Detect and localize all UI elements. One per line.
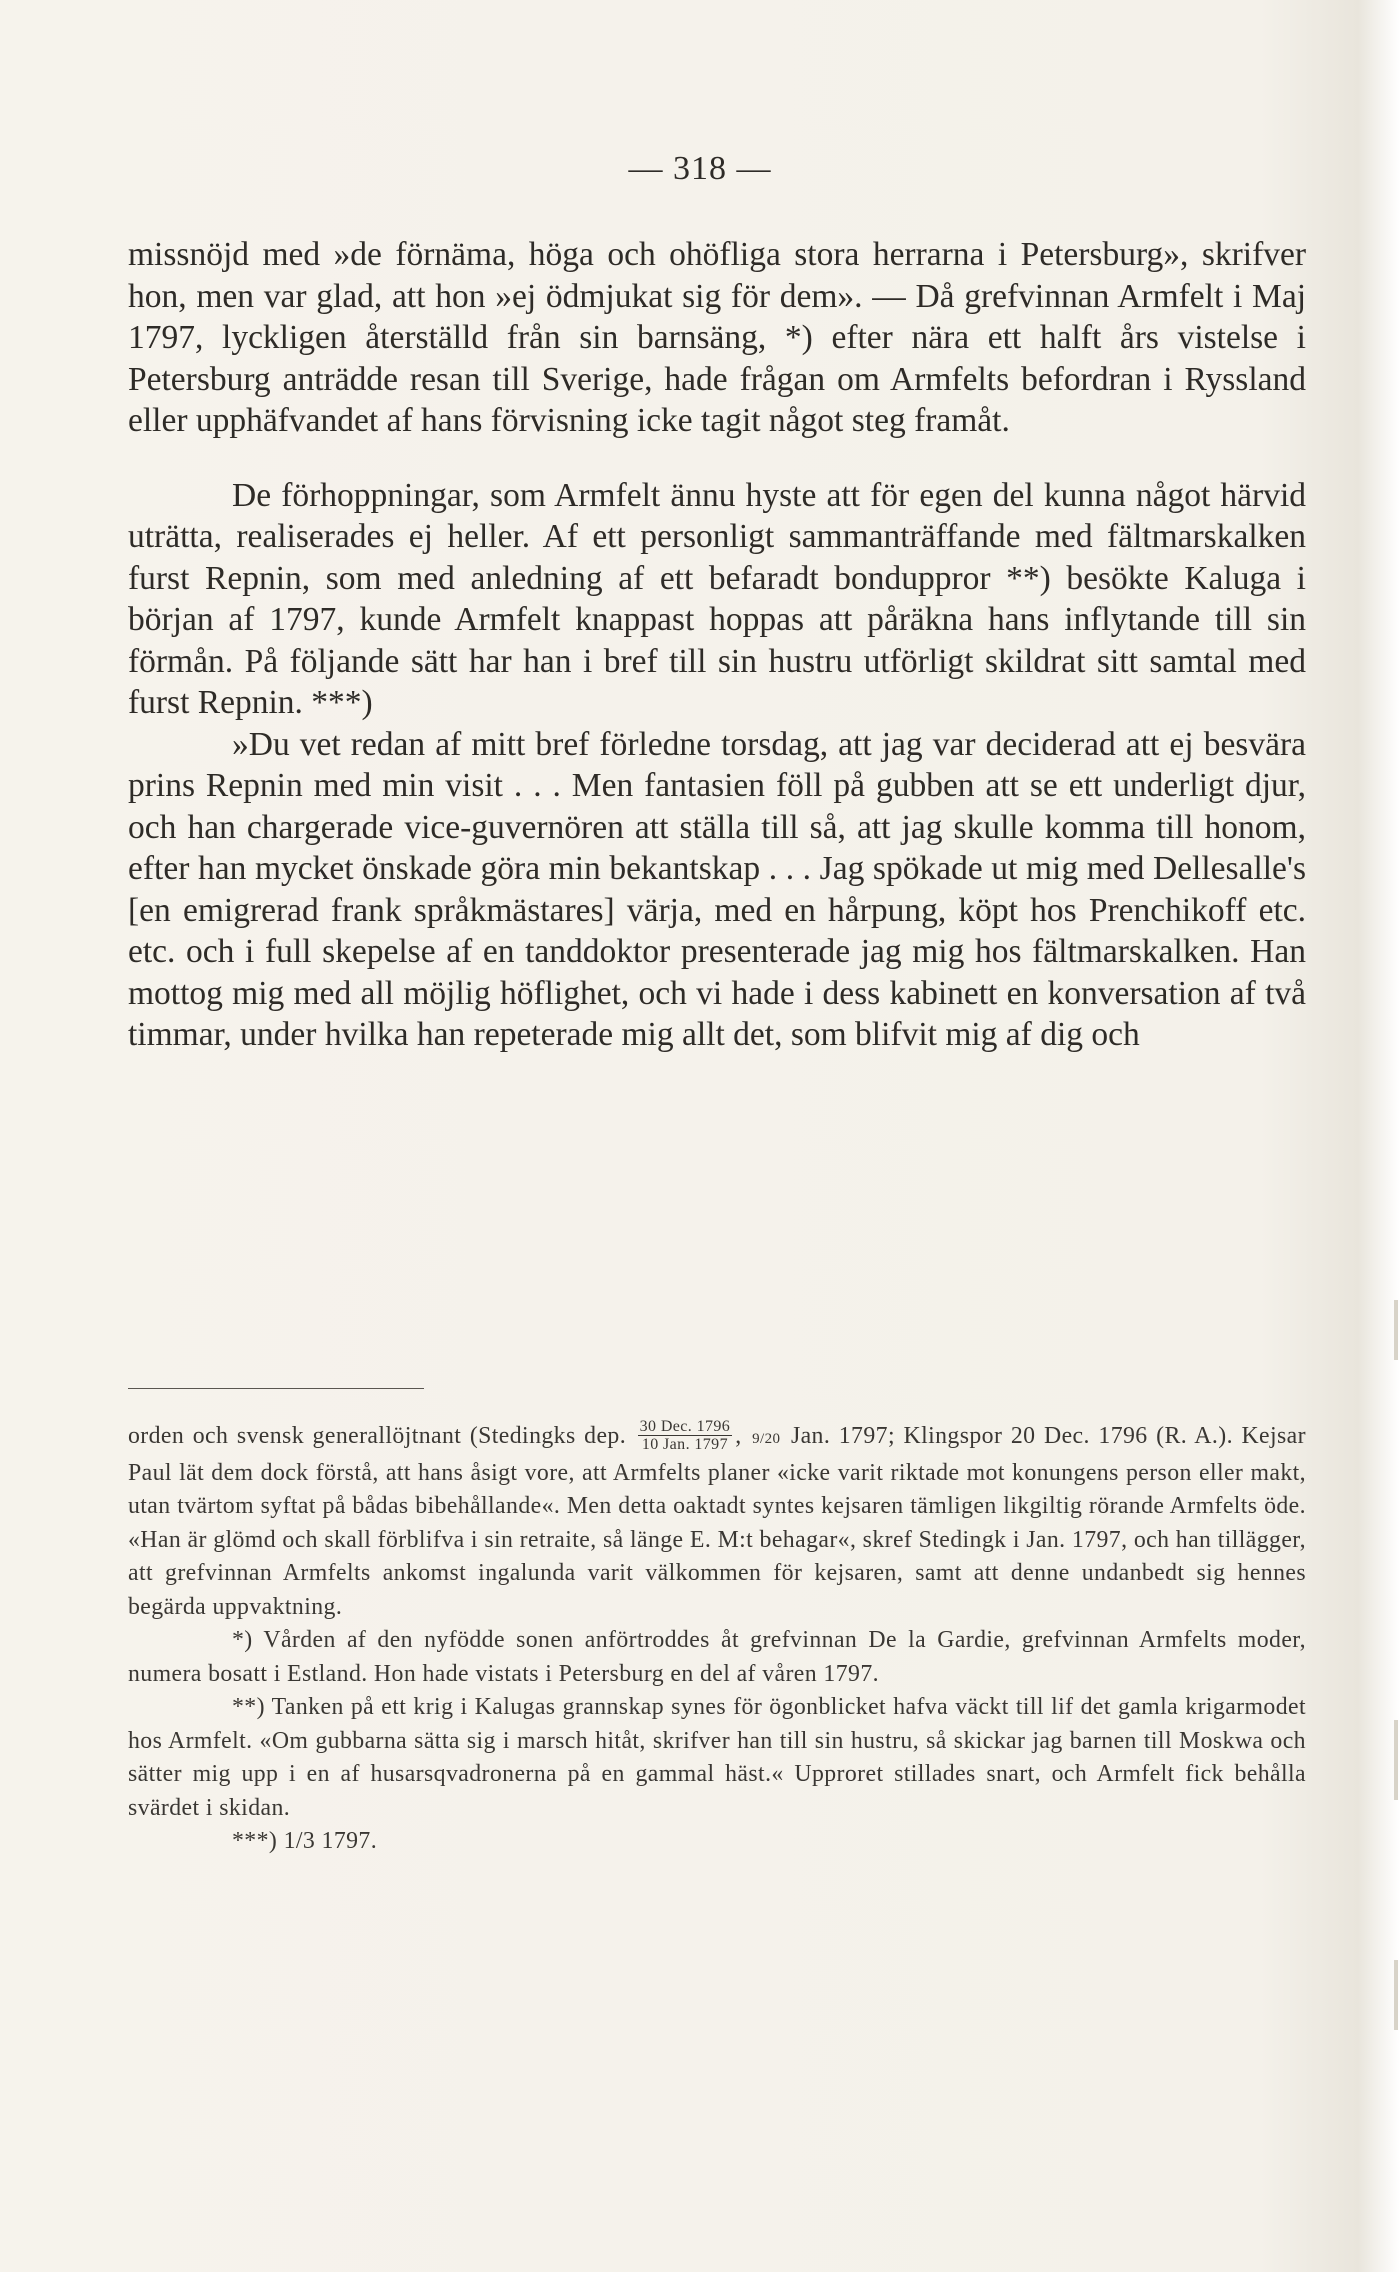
footnote-divider	[128, 1388, 424, 1389]
footnote-continuation-start: orden och svensk generallöjtnant (Stedingks dep.	[128, 1423, 627, 1449]
date-fraction	[638, 1418, 733, 1453]
paragraph-2: De förhoppningar, som Armfelt ännu hyste att för egen del kunna något härvid uträtta, realiserades ej heller. Af ett personligt sammanträffande med fältmarskalken furst Repnin, som med anledning af ett befaradt bonduppror **) besökte Kaluga i början af 1797, kunde Armfelt knappast hoppas att påräkna hans inflytande till sin förmån. På följande sätt har han i bref till sin hustru utförligt skildrat sitt samtal med furst Repnin. ***)	[128, 476, 1306, 721]
footnote-3: ***) 1/3 1797.	[232, 1828, 378, 1854]
paragraph-3-quote: »Du vet redan af mitt bref förledne torsdag, att jag var deciderad att ej besvära prins Repnin med min visit . . . Men fantasien föll på gubben att se ett underligt djur, och han chargerade vice-guvernören att ställa till så, att jag skulle komma till honom, efter han mycket önskade göra min bekantskap . . . Jag spökade ut mig med Dellesalle's [en emigrerad frank språkmästares] värja, med en hårpung, köpt hos Prenchikoff etc. etc. och i full skepelse af en tanddoktor presenterade jag mig hos fältmarskalken. Han mottog mig med all möjlig höflighet, och vi hade i dess kabinett en konversation af två timmar, under hvilka han repeterade mig allt det, som blifvit mig af dig och	[128, 725, 1306, 1053]
paragraph-1: missnöjd med »de förnäma, höga och ohöfliga stora herrarna i Petersburg», skrifver hon, men var glad, att hon »ej ödmjukat sig för dem». — Då grefvinnan Armfelt i Maj 1797, lyckligen återställd från sin barnsäng, *) efter nära ett halft års vistelse i Petersburg anträdde resan till Sverige, hade frågan om Armfelts befordran i Ryssland eller upphäfvandet af hans förvisning icke tagit något steg framåt.	[128, 236, 1306, 439]
footnote-continuation-rest: Jan. 1797; Klingspor 20 Dec. 1796 (R. A.). Kejsar Paul lät dem dock förstå, att hans åsigt vore, att Armfelts planer «icke varit riktade mot konungens person eller makt, utan tvärtom syftat på bådas bibehållande«. Men detta oaktadt syntes kejsaren tämligen likgiltig rörande Armfelts öde. «Han är glömd och skall förblifva i sin retraite, så länge E. M:t behagar«, skref Stedingk i Jan. 1797, och han tillägger, att grefvinnan Armfelts ankomst ingalunda varit välkommen för kejsaren, samt att denne undanbedt sig hennes begärda uppvaktning.	[128, 1423, 1306, 1620]
footnote-2: **) Tanken på ett krig i Kalugas grannskap synes för ögonblicket hafva väckt till lif det gamla krigarmodet hos Armfelt. «Om gubbarna sätta sig i marsch hitåt, skrifver han till sin hustru, så skickar jag barnen till Moskwa och sätter mig upp i en af husarsqvadronerna på en gammal häst.« Upproret stillades snart, och Armfelt fick behålla svärdet i skidan.	[128, 1694, 1306, 1821]
date-fraction-numerator: 30 Dec. 1796	[639, 1418, 731, 1435]
footnote-continuation: orden och svensk generallöjtnant (Stedingks dep. $\frac{\text{30 Dec. 1796}}{\text{10 Jan. 1797}}$ , 9/20 Jan. 1797; Klingspor 20 Dec. 1796 (R. A.). Kejsar Paul lät dem dock förstå, att hans åsigt vore, att Armfelts planer «icke varit riktade mot konungens person eller makt, utan tvärtom syftat på bådas bibehållande«. Men detta oaktadt syntes kejsaren tämligen likgiltig rörande Armfelts öde. «Han är glömd och skall förblifva i sin retraite, så länge E. M:t behagar«, skref Stedingk i Jan. 1797, och han tillägger, att grefvinnan Armfelts ankomst ingalunda varit välkommen för kejsaren, samt att denne undanbedt sig hennes begärda uppvaktning.	[128, 1418, 1306, 1620]
small-fraction: 9/20	[752, 1431, 781, 1447]
page-edge-shadow	[1394, 1300, 1398, 1360]
date-fraction-denominator: 10 Jan. 1797	[641, 1436, 728, 1453]
page-number: — 318 —	[628, 150, 772, 187]
page-edge-shadow	[1394, 1960, 1398, 2030]
footnote-1: *) Vården af den nyfödde sonen anförtroddes åt grefvinnan De la Gardie, grefvinnan Armfelts moder, numera bosatt i Estland. Hon hade vistats i Petersburg en del af våren 1797.	[128, 1627, 1306, 1687]
page-edge-shadow	[1394, 1720, 1398, 1800]
footnotes	[128, 1418, 1306, 1859]
main-text	[128, 234, 1306, 1056]
